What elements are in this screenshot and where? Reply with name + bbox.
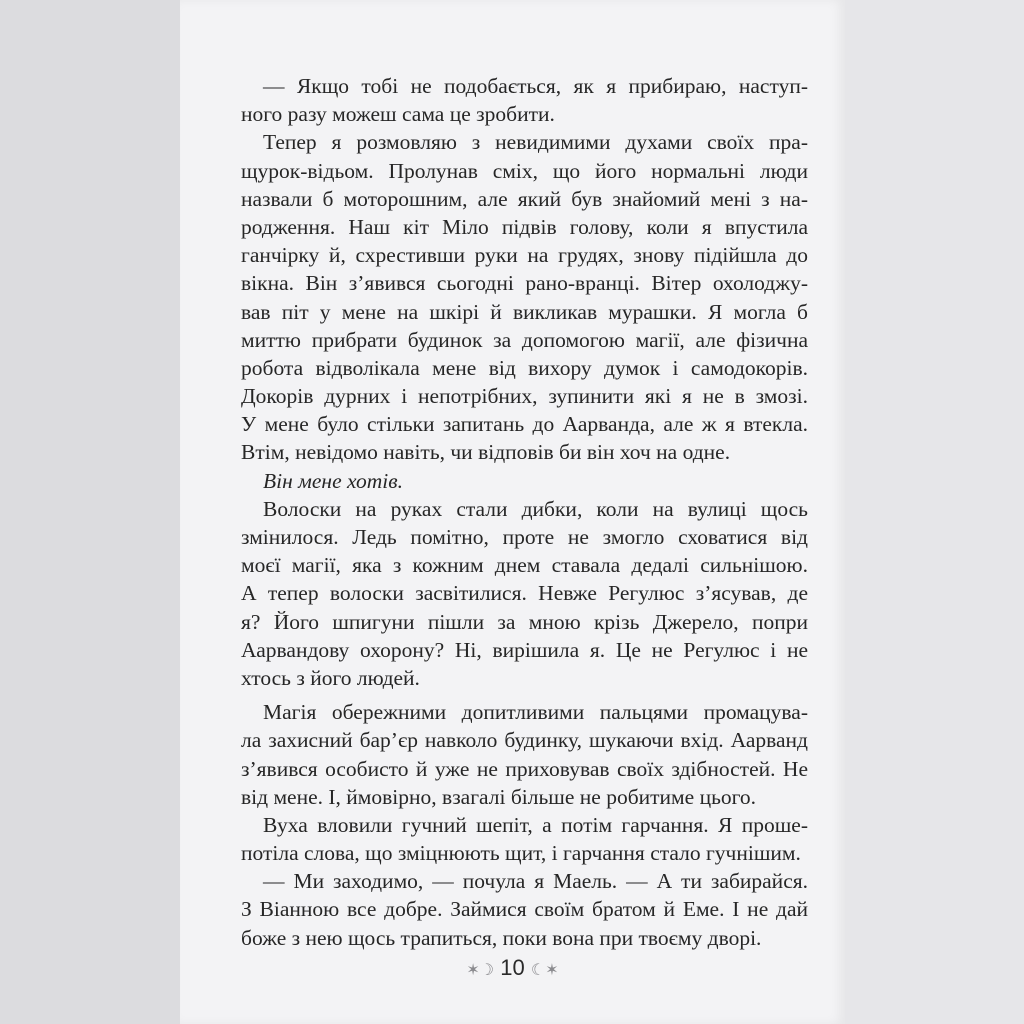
text-line: Волоски на руках стали дибки, коли на вулиці щось [263,496,808,521]
text-line: Втім, невідомо навіть, чи відповів би він хоч на одне. [241,440,731,465]
text-line: від мене. І, ймовірно, взагалі більше не робитиме цього. [241,784,757,809]
moon-star-ornament-icon: ☾✶ [530,962,559,979]
text-line: ного разу можеш сама це зробити. [241,102,555,127]
text-line: У мене було стільки запитань до Аарванда, але ж я втекла. [241,412,808,437]
text-line: Магія обережними допитливими пальцями промацува- [263,700,808,725]
text-line: ганчірку й, схрестивши руки на грудях, знову підійшла до [241,243,808,268]
text-line: вав піт у мене на шкірі й викликав мурашки. Я могла б [241,299,808,324]
text-line: боже з нею щось трапиться, поки вона при твоєму дворі. [241,925,762,950]
text-line: хтось з його людей. [241,665,420,690]
text-line: з’явився особисто й уже не приховував своїх здібностей. Не [241,756,808,781]
book-page [180,0,845,1024]
text-line: щурок-відьом. Пролунав сміх, що його нормальні люди [241,158,808,183]
body-text [241,72,808,952]
text-line: миттю прибрати будинок за допомогою магії, але фізична [241,327,808,352]
text-line: Вуха вловили гучний шепіт, а потім гарчання. Я проше- [263,812,808,837]
text-line: А тепер волоски засвітилися. Невже Регулюс з’ясував, де [241,581,808,606]
page-edge-background [845,0,1024,1024]
page-number: 10 [500,955,525,980]
italic-text-line: Він мене хотів. [263,468,403,493]
text-line: — Ми заходимо, — почула я Маель. — А ти забирайся. [263,869,808,894]
text-line: вікна. Він з’явився сьогодні рано-вранці. Вітер охолоджу- [241,271,808,296]
text-line: Тепер я розмовляю з невидимими духами своїх пра- [263,130,808,155]
star-moon-ornament-icon: ✶☽ [466,962,495,979]
text-line: я? Його шпигуни пішли за мною крізь Джерело, попри [241,609,808,634]
text-line: потіла слова, що зміцнюють щит, і гарчання стало гучнішим. [241,841,801,866]
text-line: — Якщо тобі не подобається, як я прибираю, наступ- [263,74,808,98]
text-line: змінилося. Ледь помітно, проте не змогло сховатися від [241,525,808,549]
text-line: Аарвандову охорону? Ні, вирішила я. Це не Регулюс і не [241,637,808,662]
text-line: робота відволікала мене від вихору думок і самодокорів. [241,355,808,380]
text-line: родження. Наш кіт Міло підвів голову, коли я впустила [241,214,808,239]
text-line: З Віанною все добре. Займися своїм братом й Еме. І не дай [241,897,808,922]
text-line: моєї магії, яка з кожним днем ставала дедалі сильнішою. [241,553,808,578]
text-line: ла захисний бар’єр навколо будинку, шукаючи вхід. Аарванд [241,728,808,753]
text-line: Докорів дурних і непотрібних, зупинити які я не в змозі. [241,384,808,409]
page-folio [180,955,845,981]
text-line: назвали б моторошним, але який був знайомий мені з на- [241,186,808,211]
